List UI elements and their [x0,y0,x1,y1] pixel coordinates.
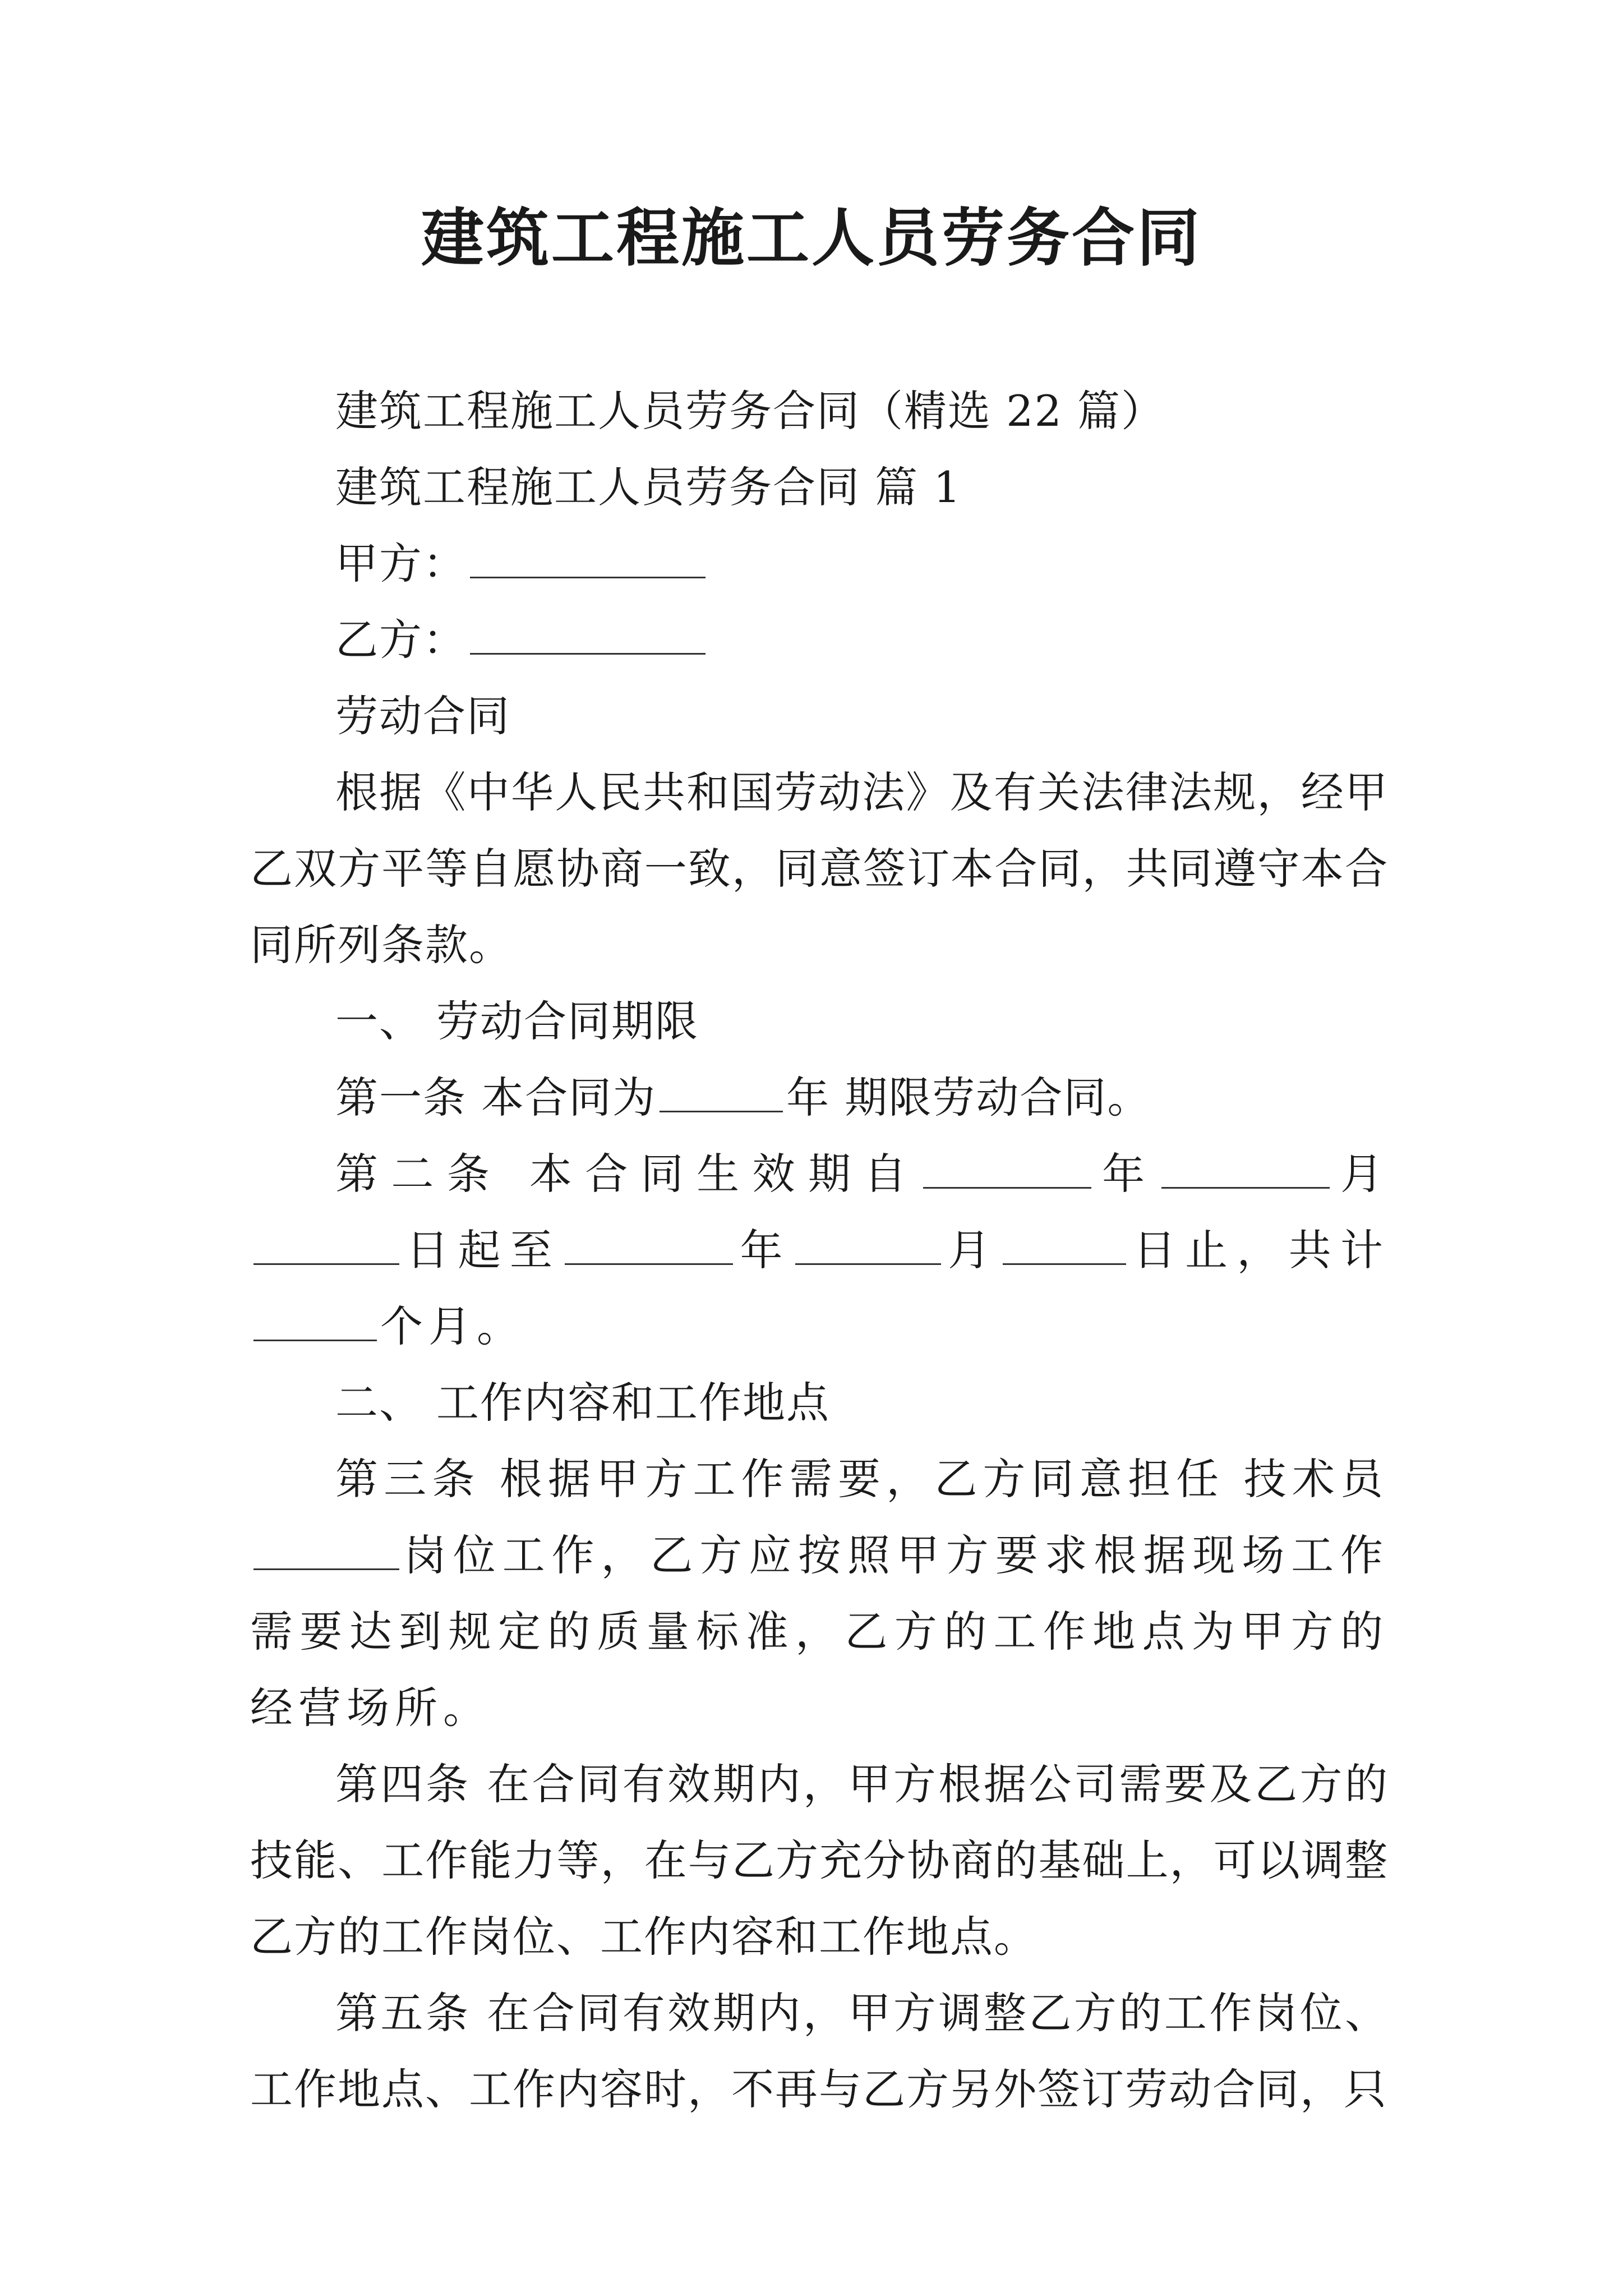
article-1-unit: 年 期限劳动合同。 [786,1073,1151,1122]
section-number: 二、 [335,1378,423,1428]
article-2-prefix: 第二条 本合同生效期自 [335,1149,920,1199]
end-month-blank [795,1227,941,1265]
start-day-unit: 日起至 [403,1225,562,1275]
start-month-blank [1161,1151,1330,1189]
article-3-prefix: 第三条 根据甲方工作需要，乙方同意担任 技术员 [335,1454,1389,1504]
term-years-blank [660,1075,783,1112]
party-a-blank [470,541,706,578]
start-month-unit: 月 [1332,1149,1389,1199]
article-3 [250,1441,1389,1746]
document-body [250,373,1389,2128]
end-month-unit: 月 [944,1225,1000,1275]
section-number: 一、 [335,996,423,1046]
end-year-blank [565,1227,733,1265]
total-months-blank [253,1304,377,1341]
section-heading-1 [250,983,1389,1060]
party-a-line [250,526,1389,602]
party-a-label: 甲方： [335,539,467,588]
article-2 [250,1136,1389,1365]
end-day-blank [1003,1227,1126,1265]
total-months-unit: 个月。 [380,1301,525,1351]
start-year-blank [923,1151,1091,1189]
party-b-label: 乙方： [335,615,467,665]
party-b-blank [470,617,706,655]
end-day-unit: 日止，共计 [1129,1225,1389,1275]
section-heading-2 [250,1365,1389,1441]
section-title: 劳动合同期限 [436,996,699,1046]
party-b-line [250,602,1389,678]
article-5: 第五条 在合同有效期内，甲方调整乙方的工作岗位、工作地点、工作内容时，不再与乙方另外签订劳动合同，只 [250,1988,1389,2114]
contract-type: 劳动合同 [335,691,510,741]
start-year-unit: 年 [1094,1149,1158,1199]
preamble: 根据《中华人民共和国劳动法》及有关法律法规，经甲乙双方平等自愿协商一致，同意签订本合同，共同遵守本合同所列条款。 [250,767,1389,970]
position-blank [253,1533,399,1570]
document-title: 建筑工程施工人员劳务合同 [421,201,1202,275]
section-title: 工作内容和工作地点 [436,1378,830,1428]
part-heading: 建筑工程施工人员劳务合同 篇 1 [335,462,962,512]
subtitle: 建筑工程施工人员劳务合同（精选 22 篇） [335,386,1165,436]
end-year-unit: 年 [736,1225,792,1275]
article-3-suffix: 岗位工作，乙方应按照甲方要求根据现场工作需要达到规定的质量标准，乙方的工作地点为甲方的经营场所。 [250,1530,1389,1733]
article-1 [250,1060,1389,1136]
article-4: 第四条 在合同有效期内，甲方根据公司需要及乙方的技能、工作能力等，在与乙方充分协商的基础上，可以调整乙方的工作岗位、工作内容和工作地点。 [250,1759,1389,1962]
article-1-prefix: 第一条 本合同为 [335,1073,657,1122]
start-day-blank [253,1227,399,1265]
